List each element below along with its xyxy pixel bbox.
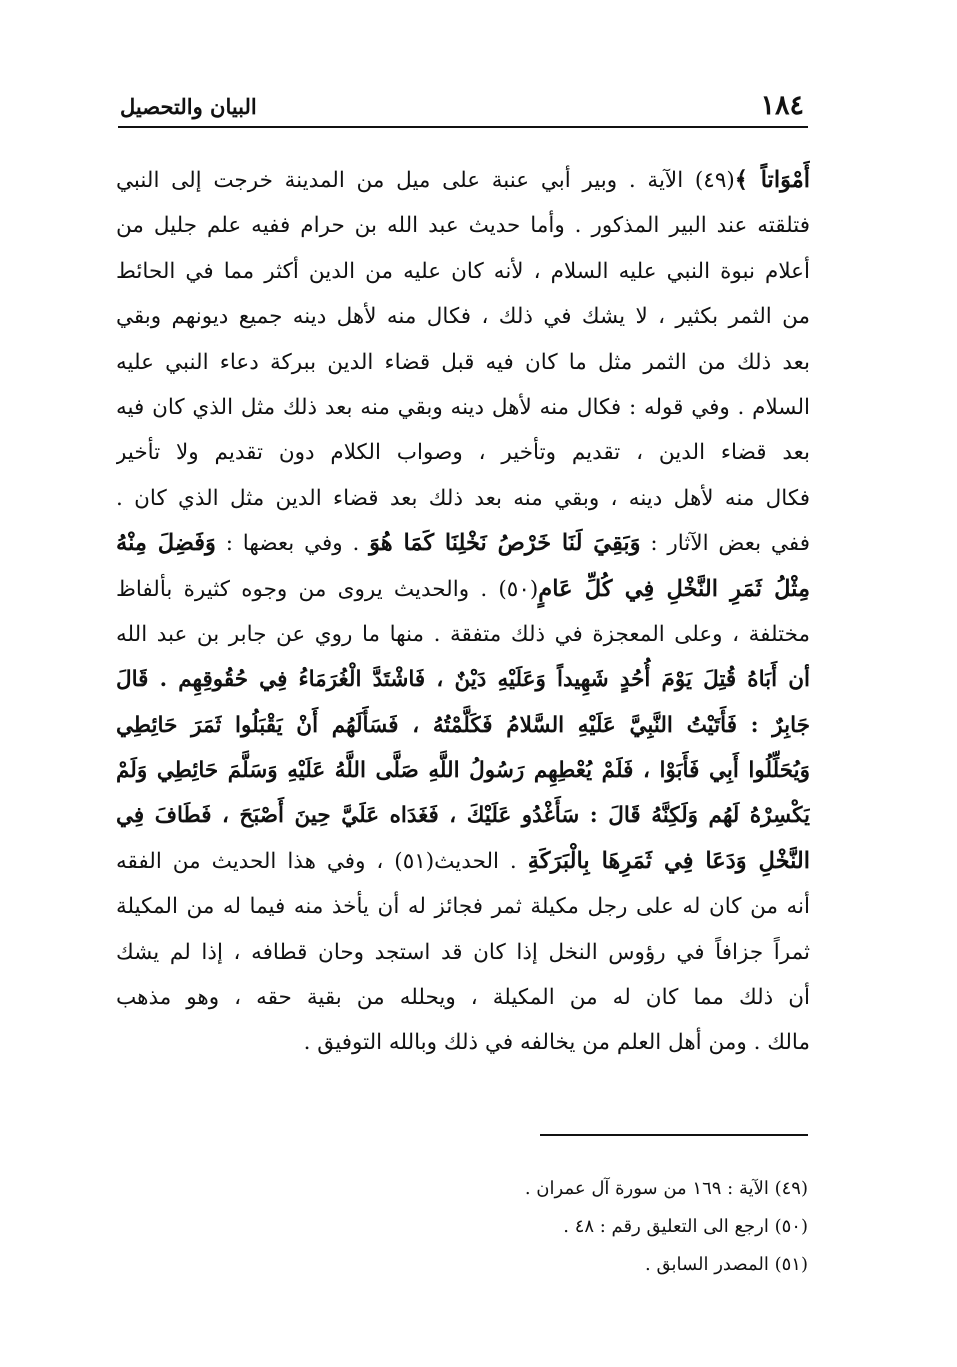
page-header (118, 88, 808, 128)
text-line: بعد قضاء الدين ، تقديم وتأخير ، وصواب الكلام دون تقديم ولا تأخير (116, 440, 810, 466)
hadith-line: يَكْسِرْهُ لَهُم وَلَكِنَّهُ قَالَ : سَأَغْدُو عَلَيْكَ ، فَغَدَاه عَلَيَّ حِينَ أَصْبَحَ ، فَطَافَ فِي (116, 803, 810, 829)
footnote: (٥٠) ارجع الى التعليق رقم : ٤٨ . (563, 1216, 808, 1237)
line-text: . الحديث(٥١) ، وفي هذا الحديث من الفقه (116, 848, 528, 874)
text-line: أن ذلك مما كان له من المكيلة ، ويحلله من بقية حقه ، وهو مذهب (116, 985, 810, 1011)
page-number: ١٨٤ (760, 90, 804, 121)
footnote: (٤٩) الآية : ١٦٩ من سورة آل عمران . (524, 1178, 808, 1199)
text-line: مالك . ومن أهل العلم من يخالفه في ذلك وبالله التوفيق . (303, 1030, 810, 1056)
hadith-quote: مِثْلُ ثَمَرِ النَّخْلِ فِي كُلِّ عَامٍ (538, 575, 810, 602)
hadith-quote: النَّخْلِ وَدَعَا فِي ثَمَرِهَا بِالْبَرَكَةِ (527, 847, 810, 874)
text-line (116, 839, 810, 884)
text-line: السلام . وفي قوله : فكال منه لأهل دينه وبقي منه بعد ذلك مثل الذي كان فيه (116, 394, 810, 420)
hadith-quote: وَبَقِيَ لَنَا خَرْصُ نَخْلِنَا كَمَا هُوَ (369, 530, 641, 557)
hadith-line: وَيُحَلِّلُوا أَبِي فَأَبَوْا ، فَلَمْ يُعْطِهِم رَسُولُ اللَّهِ صَلَّى اللَّهُ عَلَيْهِ وَسَلَّمَ حَائِطِي وَلَمْ (116, 758, 810, 784)
line-text: ففي بعض الآثار : (640, 531, 810, 557)
text-line: بعد ذلك من الثمر مثل ما كان فيه قبل قضاء الدين ببركة دعاء النبي عليه (116, 349, 810, 375)
text-line: أعلام نبوة النبي عليه السلام ، لأنه كان عليه من الدين أكثر مما في الحائط (116, 258, 810, 284)
text-line (116, 567, 810, 612)
main-text (116, 158, 810, 1066)
line-text: . وفي بعضها : (215, 531, 370, 557)
text-line: من الثمر بكثير ، لا يشك في ذلك ، فكال منه لأهل دينه جميع ديونهم وبقي (116, 304, 810, 330)
hadith-line: جَابِرٌ : فَأَتَيْتُ النَّبِيَّ عَلَيْهِ السَّلامُ فَكَلَّمْتُهُ ، فَسَأَلَهُم أَنْ يَقْبَلُوا ثَمَرَ حَائِطِي (116, 712, 810, 738)
quran-quote: أَمْوَاتاً ﴾ (734, 167, 810, 193)
text-line: أنه من كان له على رجل مكيلة ثمر فجائز له أن يأخذ منه فيما له من المكيلة (116, 894, 810, 920)
text-line (116, 521, 810, 566)
line-text: (٤٩) الآية . وبير أبي عنبة على ميل من المدينة خرجت إلى النبي (116, 168, 735, 193)
text-line: مختلفة ، وعلى المعجزة في ذلك متفقة . منها ما روي عن جابر بن عبد الله (116, 621, 810, 647)
footnote-separator (540, 1134, 808, 1136)
text-line: فكال منه لأهل دينه ، وبقي منه بعد ذلك بعد قضاء الدين مثل الذي كان . (116, 485, 810, 511)
hadith-quote: وَفَضِلَ مِنْهُ (116, 530, 216, 557)
hadith-line: أن أَبَاهُ قُتِلَ يَوْمَ أُحُدٍ شَهِيداً وَعَلَيْهِ دَيْنٌ ، فَاشْتَدَّ الْغُرَمَاءُ فِي حُقُوقِهِم . قَالَ (116, 667, 810, 693)
footnotes (420, 1170, 808, 1284)
line-text: (٥٠) . والحديث يروى من وجوه كثيرة بألفاظ (116, 576, 539, 602)
text-line: فتلقته عند البير المذكور . وأما حديث عبد الله بن حرام ففيه علم جليل من (116, 213, 810, 239)
running-title: البيان والتحصيل (120, 94, 257, 119)
footnote: (٥١) المصدر السابق . (645, 1254, 808, 1275)
text-line (116, 158, 810, 203)
text-line: ثمراً جزافاً في رؤوس النخل إذا كان قد استجد وحان قطافه ، إذا لم يشك (116, 939, 810, 965)
